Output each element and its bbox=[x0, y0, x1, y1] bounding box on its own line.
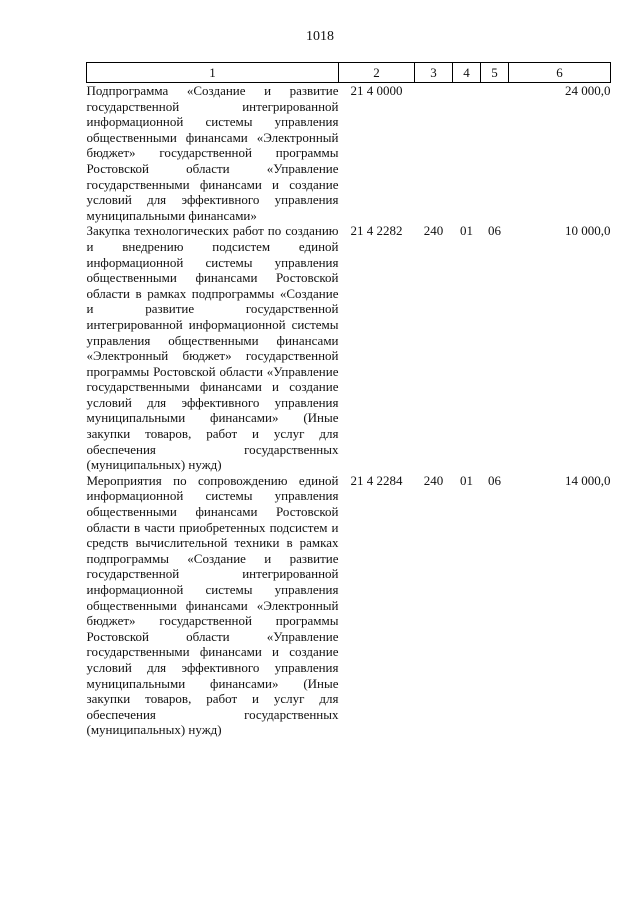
table-row bbox=[87, 473, 611, 738]
page-number: 1018 bbox=[306, 29, 334, 44]
column-header-3: 3 bbox=[415, 63, 453, 83]
row-pr: 06 bbox=[488, 472, 501, 488]
budget-table bbox=[86, 62, 611, 738]
row-name: Закупка технологических работ по созданию и внедрению подсистем единой информационной системы управления общественными финансами Ростовской области в рамках подпрограммы «Создание и развитие государственной интегрированной информационной системы управления общественными финансами «Электронный бюджет» государственной программы Ростовской области «Управление государственными финансами и создание условий для эффективного управления муниципальными финансами» (Иные закупки товаров, работ и услуг для обеспечения государственных (муниципальных) нужд) bbox=[86, 223, 339, 473]
table-row bbox=[87, 83, 611, 224]
row-code: 21 4 2282 bbox=[350, 223, 403, 239]
row-code: 21 4 0000 bbox=[350, 83, 403, 98]
row-amount: 24 000,0 bbox=[565, 83, 611, 98]
row-amount: 14 000,0 bbox=[565, 472, 611, 488]
row-rz: 01 bbox=[460, 223, 473, 239]
row-rz: 01 bbox=[460, 472, 473, 488]
row-name: Подпрограмма «Создание и развитие государственной интегрированной информационной системы управления общественными финансами «Электронный бюджет» государственной программы Ростовской области «Управление государственными финансами и создание условий для эффективного управления муниципальными финансами» bbox=[86, 83, 339, 223]
row-vr bbox=[415, 83, 453, 224]
column-header-6: 6 bbox=[509, 63, 611, 83]
row-amount: 10 000,0 bbox=[565, 223, 611, 239]
column-header-1: 1 bbox=[87, 63, 339, 83]
row-name: Мероприятия по сопровождению единой информационной системы управления общественными финансами Ростовской области в части приобретенных подсистем и средств вычислительной техники в рамках подпрограммы «Создание и развитие государственной интегрированной информационной системы управления общественными финансами «Электронный бюджет» государственной программы Ростовской области «Управление государственными финансами и создание условий для эффективного управления муниципальными финансами» (Иные закупки товаров, работ и услуг для обеспечения государственных (муниципальных) нужд) bbox=[86, 472, 339, 738]
table-row bbox=[87, 223, 611, 473]
row-pr: 06 bbox=[488, 223, 501, 239]
table-header-row bbox=[87, 63, 611, 83]
row-vr: 240 bbox=[423, 223, 444, 239]
row-code: 21 4 2284 bbox=[350, 472, 403, 488]
row-rz bbox=[453, 83, 481, 224]
column-header-5: 5 bbox=[481, 63, 509, 83]
row-pr bbox=[481, 83, 509, 224]
row-vr: 240 bbox=[423, 472, 444, 488]
column-header-2: 2 bbox=[339, 63, 415, 83]
column-header-4: 4 bbox=[453, 63, 481, 83]
